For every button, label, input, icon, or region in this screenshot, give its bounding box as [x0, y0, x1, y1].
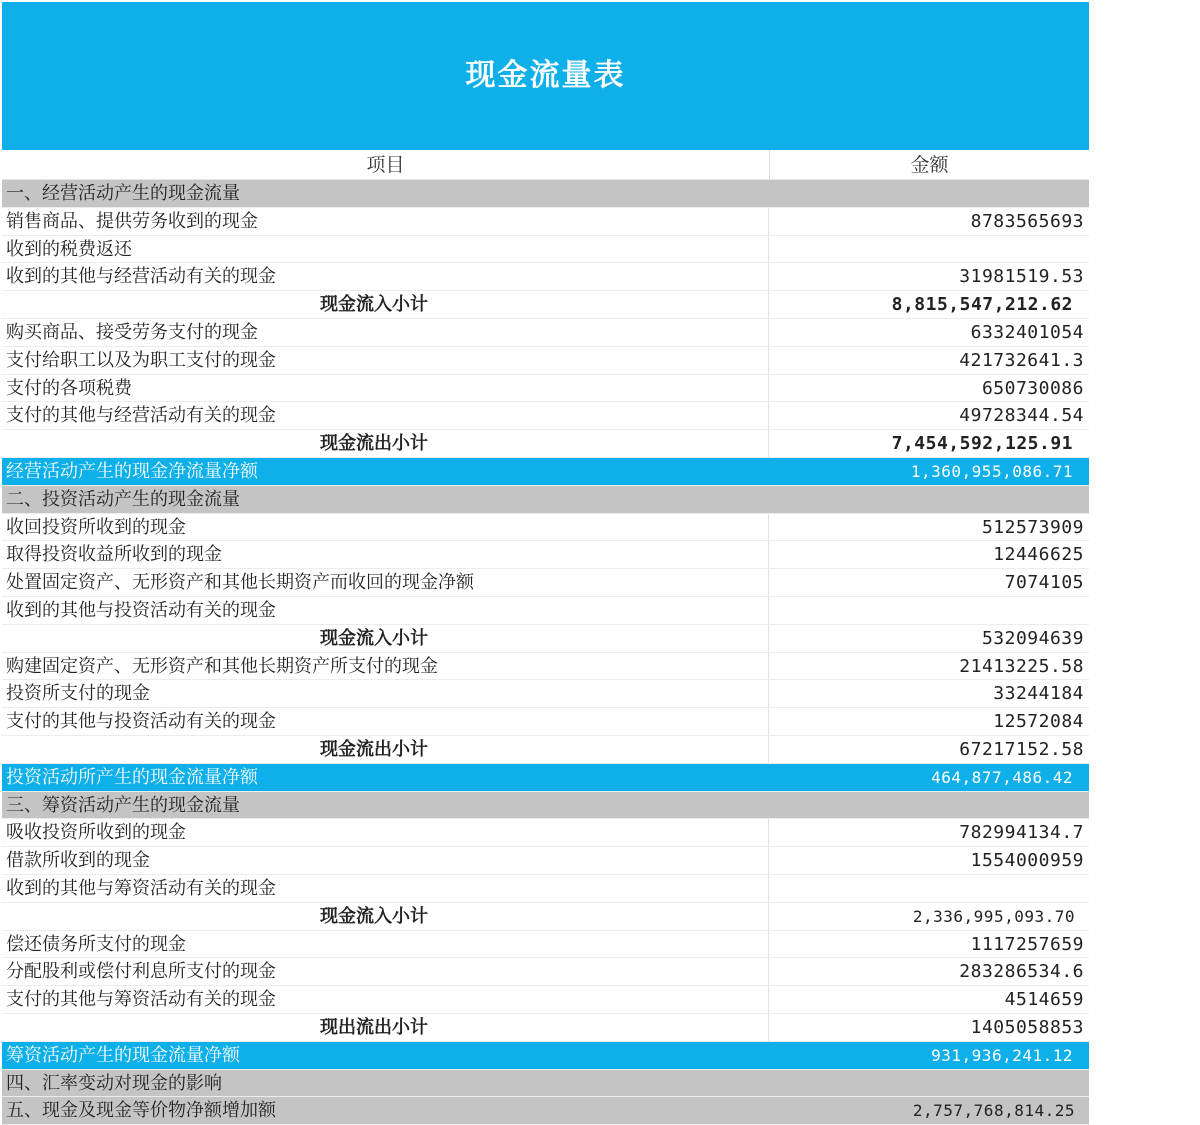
item-cell[interactable]: 处置固定资产、无形资产和其他长期资产而收回的现金净额: [2, 569, 769, 596]
header-item[interactable]: 项目: [2, 150, 770, 179]
item-cell[interactable]: 销售商品、提供劳务收到的现金: [2, 208, 769, 235]
item-cell[interactable]: 偿还债务所支付的现金: [2, 931, 769, 958]
table-row: [2, 236, 1089, 264]
table-row: [2, 597, 1089, 625]
amount-cell[interactable]: [769, 486, 1089, 513]
item-cell[interactable]: 收到的其他与筹资活动有关的现金: [2, 875, 769, 902]
amount-cell[interactable]: 49728344.54: [959, 405, 1084, 427]
amount-cell[interactable]: 67217152.58: [959, 738, 1084, 760]
item-cell[interactable]: 三、筹资活动产生的现金流量: [6, 794, 240, 816]
table-row: [2, 708, 1089, 736]
item-cell[interactable]: 支付的其他与筹资活动有关的现金: [2, 986, 769, 1013]
item-cell[interactable]: 吸收投资所收到的现金: [2, 819, 769, 846]
table-row: [2, 458, 1089, 486]
item-cell[interactable]: 二、投资活动产生的现金流量: [6, 488, 240, 510]
item-cell[interactable]: 现出流出小计: [2, 1014, 769, 1041]
item-cell[interactable]: 取得投资收益所收到的现金: [2, 541, 769, 568]
table-row: [2, 764, 1089, 792]
amount-cell[interactable]: 7074105: [1004, 572, 1084, 594]
column-header-row: [2, 150, 1089, 180]
table-row: [2, 931, 1089, 959]
amount-cell[interactable]: 1405058853: [970, 1016, 1084, 1038]
table-row: [2, 541, 1089, 569]
amount-cell[interactable]: 1,360,955,086.71: [910, 461, 1073, 481]
table-row: [2, 625, 1089, 653]
table-row: [2, 986, 1089, 1014]
amount-cell[interactable]: 12446625: [993, 544, 1084, 566]
item-cell[interactable]: 支付的其他与投资活动有关的现金: [2, 708, 769, 735]
table-row: [2, 486, 1089, 514]
item-cell[interactable]: 现金流出小计: [2, 736, 769, 763]
amount-cell[interactable]: 1554000959: [970, 850, 1084, 872]
header-amount[interactable]: 金额: [910, 154, 949, 176]
item-cell[interactable]: 筹资活动产生的现金流量净额: [6, 1044, 240, 1066]
item-cell[interactable]: 一、经营活动产生的现金流量: [6, 183, 240, 204]
empty-column-area[interactable]: [1089, 0, 1200, 1123]
table-row: [2, 903, 1089, 931]
item-cell[interactable]: 四、汇率变动对现金的影响: [6, 1072, 222, 1094]
table-row: [2, 958, 1089, 986]
amount-cell[interactable]: 7,454,592,125.91: [891, 433, 1073, 455]
item-cell[interactable]: 收到的其他与投资活动有关的现金: [2, 597, 769, 624]
table-row: [2, 402, 1089, 430]
item-cell[interactable]: 分配股利或偿付利息所支付的现金: [2, 958, 769, 985]
amount-cell[interactable]: 8783565693: [970, 210, 1084, 232]
cash-flow-sheet: [2, 2, 1089, 1125]
amount-cell[interactable]: 1117257659: [970, 933, 1084, 955]
amount-cell[interactable]: 931,936,241.12: [931, 1045, 1073, 1065]
item-cell[interactable]: 现金流出小计: [2, 430, 769, 457]
amount-cell[interactable]: [769, 180, 1089, 207]
table-row: [2, 819, 1089, 847]
table-row: [2, 430, 1089, 458]
table-row: [2, 319, 1089, 347]
table-row: [2, 375, 1089, 403]
amount-cell[interactable]: 782994134.7: [959, 822, 1084, 844]
table-row: [2, 680, 1089, 708]
item-cell[interactable]: 经营活动产生的现金净流量净额: [6, 460, 258, 482]
table-row: [2, 875, 1089, 903]
table-body: [2, 180, 1089, 1125]
item-cell[interactable]: 投资活动所产生的现金流量净额: [6, 766, 258, 788]
table-row: [2, 847, 1089, 875]
amount-cell[interactable]: [769, 1070, 1089, 1097]
item-cell[interactable]: 现金流入小计: [2, 625, 769, 652]
amount-cell[interactable]: 33244184: [993, 683, 1084, 705]
table-row: [2, 792, 1089, 820]
table-row: [2, 263, 1089, 291]
amount-cell[interactable]: [769, 236, 1089, 263]
item-cell[interactable]: 购建固定资产、无形资产和其他长期资产所支付的现金: [2, 653, 769, 680]
item-cell[interactable]: 现金流入小计: [2, 291, 769, 318]
table-row: [2, 569, 1089, 597]
table-row: [2, 291, 1089, 319]
amount-cell[interactable]: 2,336,995,093.70: [912, 906, 1075, 926]
amount-cell[interactable]: 21413225.58: [959, 655, 1084, 677]
amount-cell[interactable]: 512573909: [981, 516, 1084, 538]
amount-cell[interactable]: 650730086: [981, 377, 1084, 399]
sheet-title: 现金流量表: [465, 58, 626, 93]
amount-cell[interactable]: 2,757,768,814.25: [912, 1101, 1075, 1121]
amount-cell[interactable]: 421732641.3: [959, 349, 1084, 371]
item-cell[interactable]: 支付给职工以及为职工支付的现金: [2, 347, 769, 374]
amount-cell[interactable]: 8,815,547,212.62: [891, 294, 1073, 316]
table-row: [2, 1042, 1089, 1070]
item-cell[interactable]: 收回投资所收到的现金: [2, 514, 769, 541]
item-cell[interactable]: 支付的各项税费: [2, 375, 769, 402]
amount-cell[interactable]: 4514659: [1004, 989, 1084, 1011]
amount-cell[interactable]: [769, 875, 1089, 902]
table-row: [2, 1070, 1089, 1098]
item-cell[interactable]: 收到的其他与经营活动有关的现金: [2, 263, 769, 290]
amount-cell[interactable]: 31981519.53: [959, 266, 1084, 288]
item-cell[interactable]: 购买商品、接受劳务支付的现金: [2, 319, 769, 346]
amount-cell[interactable]: [769, 792, 1089, 819]
table-row: [2, 1097, 1089, 1125]
item-cell[interactable]: 收到的税费返还: [2, 236, 769, 263]
table-row: [2, 1014, 1089, 1042]
amount-cell[interactable]: 283286534.6: [959, 961, 1084, 983]
table-row: [2, 736, 1089, 764]
table-row: [2, 208, 1089, 236]
table-row: [2, 180, 1089, 208]
item-cell[interactable]: 现金流入小计: [2, 903, 769, 930]
item-cell[interactable]: 五、现金及现金等价物净额增加额: [6, 1100, 276, 1122]
amount-cell[interactable]: 12572084: [993, 711, 1084, 733]
item-cell[interactable]: 借款所收到的现金: [2, 847, 769, 874]
table-row: [2, 514, 1089, 542]
table-row: [2, 653, 1089, 681]
amount-cell[interactable]: 6332401054: [970, 321, 1084, 343]
amount-cell[interactable]: 464,877,486.42: [931, 767, 1073, 787]
item-cell[interactable]: 支付的其他与经营活动有关的现金: [2, 402, 769, 429]
table-row: [2, 347, 1089, 375]
item-cell[interactable]: 投资所支付的现金: [2, 680, 769, 707]
amount-cell[interactable]: [769, 597, 1089, 624]
amount-cell[interactable]: 532094639: [981, 627, 1084, 649]
title-band[interactable]: [2, 2, 1089, 150]
